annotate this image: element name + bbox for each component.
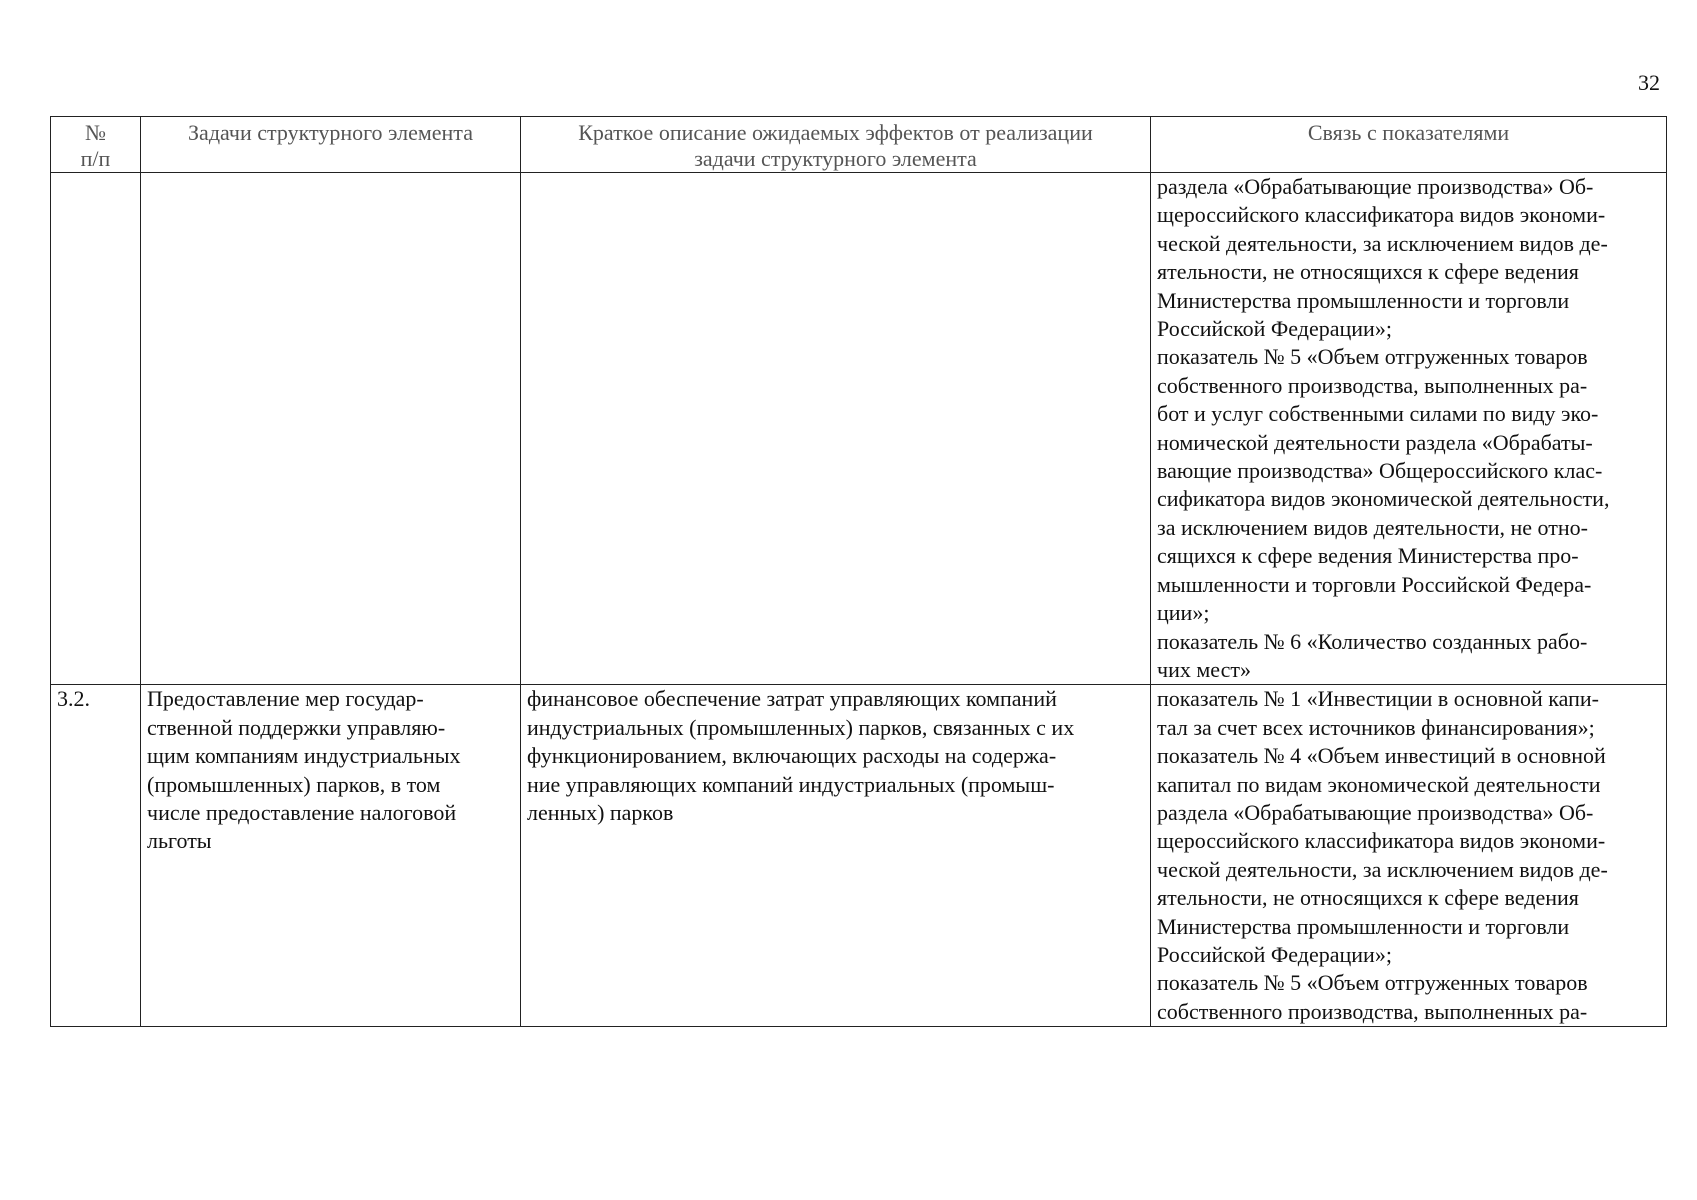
row-num-cell: 3.2. xyxy=(51,685,141,1027)
header-description-line: задачи структурного элемента xyxy=(694,146,977,171)
link-line: Российской Федерации»; xyxy=(1157,941,1392,967)
header-row xyxy=(51,117,1667,173)
table-header xyxy=(51,117,1667,173)
link-line: за исключением видов деятельности, не отно- xyxy=(1157,514,1588,540)
description-line: ленных) парков xyxy=(527,799,674,825)
link-line: ятельности, не относящихся к сфере ведения xyxy=(1157,885,1579,911)
row-link-cell xyxy=(1151,685,1667,1027)
link-line: раздела «Обрабатывающие производства» Об- xyxy=(1157,174,1594,199)
header-num-line: № xyxy=(85,120,106,145)
link-line: показатель № 5 «Объем отгруженных товаров xyxy=(1157,970,1588,996)
header-link-line: Связь с показателями xyxy=(1307,120,1510,145)
link-line: бот и услуг собственными силами по виду эко- xyxy=(1157,401,1599,427)
row-num-cell xyxy=(51,173,141,685)
header-task-line: Задачи структурного элемента xyxy=(188,120,473,145)
row-task-cell xyxy=(141,173,521,685)
description-line: финансовое обеспечение затрат управляющих компаний xyxy=(527,686,1057,712)
link-line: показатель № 1 «Инвестиции в основной капи- xyxy=(1157,686,1599,712)
row-task-cell xyxy=(141,685,521,1027)
link-line: Министерства промышленности и торговли xyxy=(1157,913,1570,939)
link-line: сящихся к сфере ведения Министерства про- xyxy=(1157,543,1579,569)
page-number: 32 xyxy=(1638,70,1660,95)
link-line: раздела «Обрабатывающие производства» Об- xyxy=(1157,799,1594,825)
indicators-table xyxy=(50,116,1667,1027)
link-line: ческой деятельности, за исключением видов де- xyxy=(1157,856,1608,882)
task-line: льготы xyxy=(147,828,212,854)
link-line: Министерства промышленности и торговли xyxy=(1157,287,1570,313)
row-link-cell xyxy=(1151,173,1667,685)
link-line: собственного производства, выполненных ра- xyxy=(1157,372,1588,398)
link-line: номической деятельности раздела «Обрабаты- xyxy=(1157,429,1593,455)
link-line: сификатора видов экономической деятельности, xyxy=(1157,486,1610,512)
task-line: числе предоставление налоговой xyxy=(147,799,457,825)
link-line: капитал по видам экономической деятельности xyxy=(1157,771,1601,797)
header-num xyxy=(51,117,141,173)
description-line: индустриальных (промышленных) парков, связанных с их xyxy=(527,714,1075,740)
task-line: Предоставление мер государ- xyxy=(147,686,424,712)
link-line: мышленности и торговли Российской Федера- xyxy=(1157,571,1592,597)
table-row xyxy=(51,685,1667,1027)
link-line: ции»; xyxy=(1157,600,1210,626)
header-description-line: Краткое описание ожидаемых эффектов от реализации xyxy=(578,120,1093,145)
header-task xyxy=(141,117,521,173)
row-description-cell xyxy=(521,173,1151,685)
link-line: чих мест» xyxy=(1157,656,1251,682)
task-line: щим компаниям индустриальных xyxy=(147,743,461,769)
task-line: ственной поддержки управляю- xyxy=(147,714,446,740)
link-line: вающие производства» Общероссийского клас- xyxy=(1157,458,1603,484)
link-line: собственного производства, выполненных ра- xyxy=(1157,998,1588,1024)
description-line: ние управляющих компаний индустриальных (промыш- xyxy=(527,771,1055,797)
description-line: функционированием, включающих расходы на содержа- xyxy=(527,743,1057,769)
header-description xyxy=(521,117,1151,173)
link-line: ческой деятельности, за исключением видов де- xyxy=(1157,230,1608,256)
row-description-cell xyxy=(521,685,1151,1027)
link-line: ятельности, не относящихся к сфере ведения xyxy=(1157,259,1579,285)
link-line: щероссийского классификатора видов экономи- xyxy=(1157,202,1606,228)
task-line: (промышленных) парков, в том xyxy=(147,771,441,797)
header-link xyxy=(1151,117,1667,173)
link-line: показатель № 6 «Количество созданных рабо- xyxy=(1157,628,1588,654)
link-line: показатель № 4 «Объем инвестиций в основной xyxy=(1157,743,1606,769)
link-line: Российской Федерации»; xyxy=(1157,316,1392,342)
table-row xyxy=(51,173,1667,685)
header-num-line: п/п xyxy=(80,146,111,171)
link-line: щероссийского классификатора видов экономи- xyxy=(1157,828,1606,854)
link-line: показатель № 5 «Объем отгруженных товаров xyxy=(1157,344,1588,370)
link-line: тал за счет всех источников финансирования»; xyxy=(1157,714,1595,740)
